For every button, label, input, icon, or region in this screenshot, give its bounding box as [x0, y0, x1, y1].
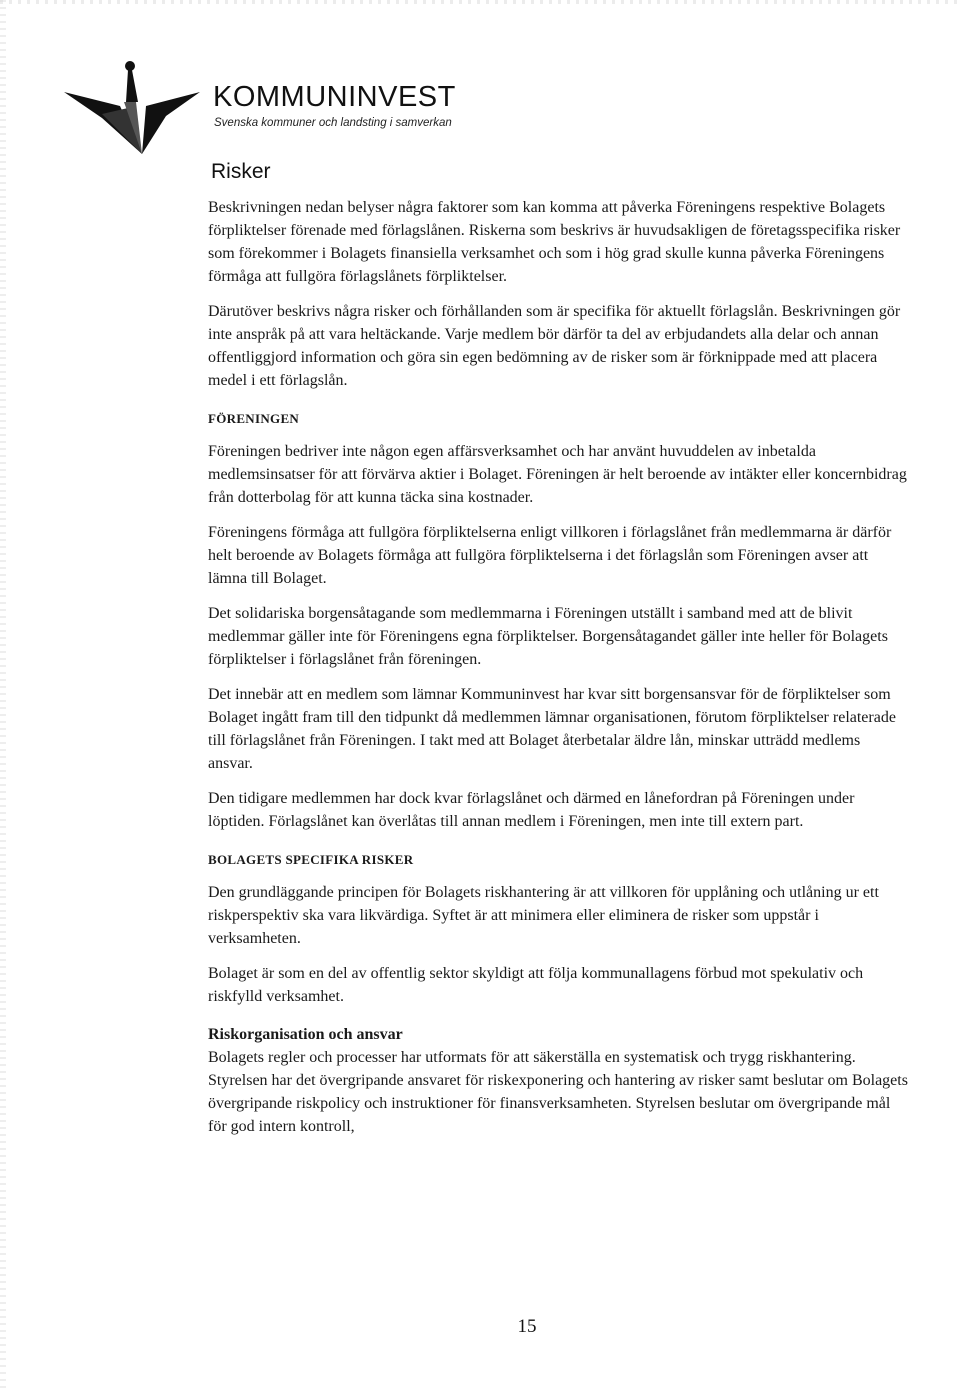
intro-paragraph: Därutöver beskrivs några risker och förhållanden som är specifika för aktuellt förlagslån. Beskrivningen gör inte anspråk på att vara heltäckande. Varje medlem bör därför ta del av erbjudandets alla delar och annan offentliggjord information och göra sin egen bedömning av de risker som är förknippade med att placera medel i ett förlagslån.	[208, 303, 901, 389]
foreningen-paragraph: Det solidariska borgensåtagande som medlemmarna i Föreningen utställt i samband med att de blivit medlemmar gäller inte för Föreningens egna förpliktelser. Borgensåtagandet gäller inte heller för Bolagets förpliktelser i förlagslånet från föreningen.	[208, 605, 888, 668]
document-body	[208, 196, 908, 1150]
bolaget-paragraph: Den grundläggande principen för Bolagets riskhantering är att villkoren för upplåning och utlåning ur ett riskperspektiv ska vara likvärdiga. Syftet är att minimera eller eliminera de risker som uppstår i verksamheten.	[208, 884, 879, 947]
foreningen-paragraph: Föreningens förmåga att fullgöra förpliktelserna enligt villkoren i förlagslånet från medlemmarna är därför helt beroende av Bolagets förmåga att fullgöra förpliktelserna i det förlagslån som Föreningen avser att lämna till Bolaget.	[208, 524, 892, 587]
page-number: 15	[517, 1316, 537, 1337]
foreningen-paragraph: Det innebär att en medlem som lämnar Kommuninvest har kvar sitt borgensansvar för de förpliktelser som Bolaget ingått fram till den tidpunkt då medlemmen lämnar organisationen, förutom förpliktelser relaterade till förlagslånet från Föreningen. I takt med att Bolaget återbetalar äldre lån, minskar utträdd medlems ansvar.	[208, 686, 896, 772]
bolaget-paragraph: Bolaget är som en del av offentlig sektor skyldigt att följa kommunallagens förbud mot spekulativ och riskfylld verksamhet.	[208, 965, 864, 1005]
foreningen-paragraph: Föreningen bedriver inte någon egen affärsverksamhet och har använt huvuddelen av inbetalda medlemsinsatser för att förvärva aktier i Bolaget. Föreningen är helt beroende av intäkter eller koncernbidrag från dotterbolag för att kunna täcka sina kostnader.	[208, 443, 907, 506]
kommuninvest-logo-icon	[62, 58, 202, 158]
section-heading-foreningen: FÖRENINGEN	[208, 411, 300, 426]
brand-name: KOMMUNINVEST	[213, 81, 456, 113]
intro-paragraph: Beskrivningen nedan belyser några faktorer som kan komma att påverka Föreningens respektive Bolagets förpliktelser förenade med förlagslånen. Riskerna som beskrivs är huvudsakligen de företagsspecifika risker som förekommer i Bolagets finansiella verksamhet och som i hög grad skulle kunna påverka Föreningens förmåga att fullgöra förlagslånets förpliktelser.	[208, 199, 901, 285]
subheading-riskorganisation: Riskorganisation och ansvar	[208, 1026, 403, 1043]
scan-artifact-left	[0, 0, 6, 1389]
riskorganisation-paragraph: Bolagets regler och processer har utformats för att säkerställa en systematisk och trygg riskhantering. Styrelsen har det övergripande ansvaret för riskexponering och hantering av risker samt beslutar om Bolagets övergripande riskpolicy och instruktioner för finansverksamheten. Styrelsen beslutar om övergripande mål för god intern kontroll,	[208, 1049, 908, 1135]
section-heading-bolaget: BOLAGETS SPECIFIKA RISKER	[208, 852, 414, 867]
foreningen-paragraph: Den tidigare medlemmen har dock kvar förlagslånet och därmed en lånefordran på Föreningen under löptiden. Förlagslånet kan överlåtas till annan medlem i Föreningen, men inte till extern part.	[208, 790, 855, 830]
scan-artifact-top	[0, 0, 960, 4]
brand-tagline: Svenska kommuner och landsting i samverkan	[214, 117, 452, 129]
page-title: Risker	[211, 160, 271, 183]
